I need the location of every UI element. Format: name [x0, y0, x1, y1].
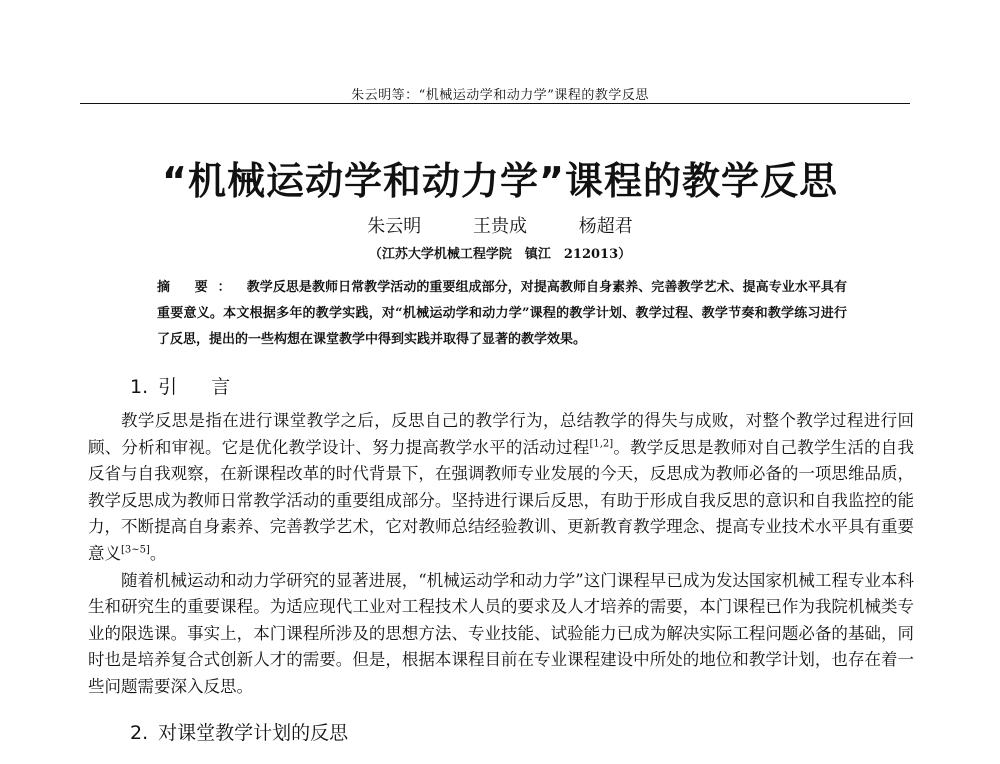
paper-title: “机械运动学和动力学”课程的教学反思: [162, 159, 838, 203]
section-number: 2.: [130, 722, 149, 744]
paragraph-text: 。: [149, 543, 167, 563]
section-heading-introduction: [130, 372, 244, 399]
abstract-text: 教学反思是教师日常教学活动的重要组成部分，对提高教师自身素养、完善教学艺术、提高专业水平具有重要意义。本文根据多年的教学实践，对“机械运动学和动力学”课程的教学计划、教学过程、教学节奏和教学练习进行了反思，提出的一些构想在课堂教学中得到实践并取得了显著的教学效果。: [157, 280, 847, 347]
paragraph-text: 教学反思是指在进行课堂教学之后，反思自己的教学行为，总结教学的得失与成败，对整个教学过程进行回顾、分析和审视。它是优化教学设计、努力提高教学水平的活动过程: [88, 411, 914, 457]
abstract: [157, 275, 847, 353]
author-name: 杨超君: [578, 216, 633, 237]
running-head: 朱云明等：“机械运动学和动力学”课程的教学反思: [351, 88, 649, 103]
citation: [3~5]: [121, 544, 150, 556]
paragraph: [88, 408, 914, 568]
section-number: 1.: [130, 376, 149, 398]
introduction-body: [88, 408, 914, 701]
author-name: 王贵成: [473, 216, 527, 237]
paragraph-text: 。教学反思是教师对自己教学生活的自我反省与自我观察，在新课程改革的时代背景下，在强调教师专业发展的今天，反思成为教师必备的一项思维品质，教学反思成为教师日常教学活动的重要组成部分。坚持进行课后反思，有助于形成自我反思的意识和自我监控的能力，不断提高自身素养、完善教学艺术，它对教师总结经验教训、更新教育教学理念、提高专业技术水平具有重要意义: [88, 437, 915, 563]
abstract-label: 摘 要：: [157, 280, 241, 295]
paragraph: 随着机械运动和动力学研究的显著进展，“机械运动学和动力学”这门课程早已成为发达国家机械工程专业本科生和研究生的重要课程。为适应现代工业对工程技术人员的要求及人才培养的需要，本门课程已作为我院机械类专业的限选课。事实上，本门课程所涉及的思想方法、专业技能、试验能力已成为解决实际工程问题必备的基础，同时也是培养复合式创新人才的需要。但是，根据本课程目前在专业课程建设中所处的地位和教学计划，也存在着一些问题需要深入反思。: [88, 570, 914, 696]
citation: [1,2]: [589, 438, 614, 450]
author-name: 朱云明: [367, 216, 422, 237]
author-list: [0, 212, 1000, 238]
section-title: 对课堂教学计划的反思: [158, 722, 349, 744]
affiliation: （江苏大学机械工程学院 镇江 212013）: [368, 247, 632, 262]
section-title: 引 言: [158, 376, 245, 398]
section-heading-teaching-plan: [130, 718, 348, 745]
header-rule: [80, 103, 910, 104]
